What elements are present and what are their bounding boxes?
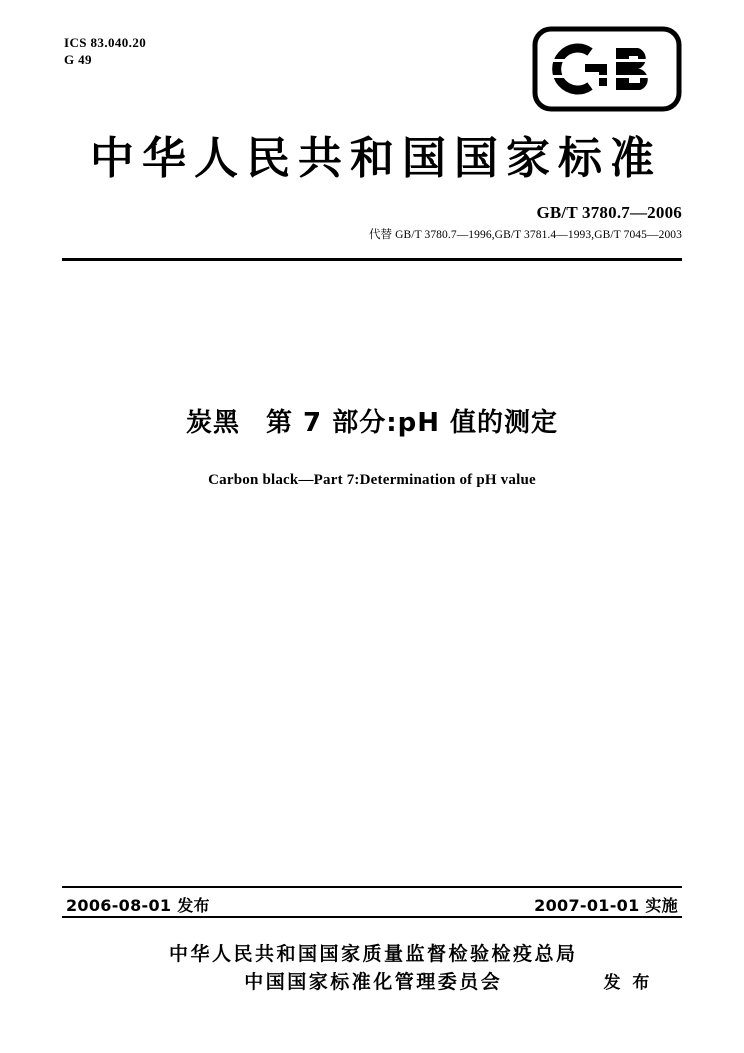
- page-title-subject: 炭黑: [185, 408, 240, 438]
- standard-number: GB/T 3780.7—2006: [536, 203, 682, 222]
- page-title-part: 第 7 部分:pH 值的测定: [266, 408, 559, 438]
- ics-classification-block: [64, 34, 146, 68]
- footer-divider-bottom: [62, 916, 682, 918]
- footer-divider-top: [62, 886, 682, 888]
- issuing-authorities: [0, 940, 744, 996]
- national-standard-title: 中华人民共和国国家标准: [90, 133, 662, 184]
- page-title-english: Carbon black—Part 7:Determination of pH value: [208, 472, 536, 488]
- issuer-secondary: 中国国家标准化管理委员会: [244, 971, 503, 993]
- ics-code: ICS 83.040.20: [64, 35, 147, 50]
- effective-date: 2007-01-01 实施: [534, 896, 678, 915]
- replaced-standards: 代替 GB/T 3780.7—1996,GB/T 3781.4—1993,GB/T 7045—2003: [368, 229, 682, 241]
- page-title: [0, 402, 744, 439]
- header-divider: [62, 258, 682, 261]
- ccs-code: G 49: [64, 52, 92, 67]
- issuer-primary: 中华人民共和国国家质量监督检验检疫总局: [168, 943, 578, 965]
- issuer-block: [166, 940, 653, 996]
- gb-logo-icon: [532, 26, 682, 112]
- issue-date: 2006-08-01 发布: [66, 896, 210, 915]
- publish-label: 发 布: [603, 973, 653, 993]
